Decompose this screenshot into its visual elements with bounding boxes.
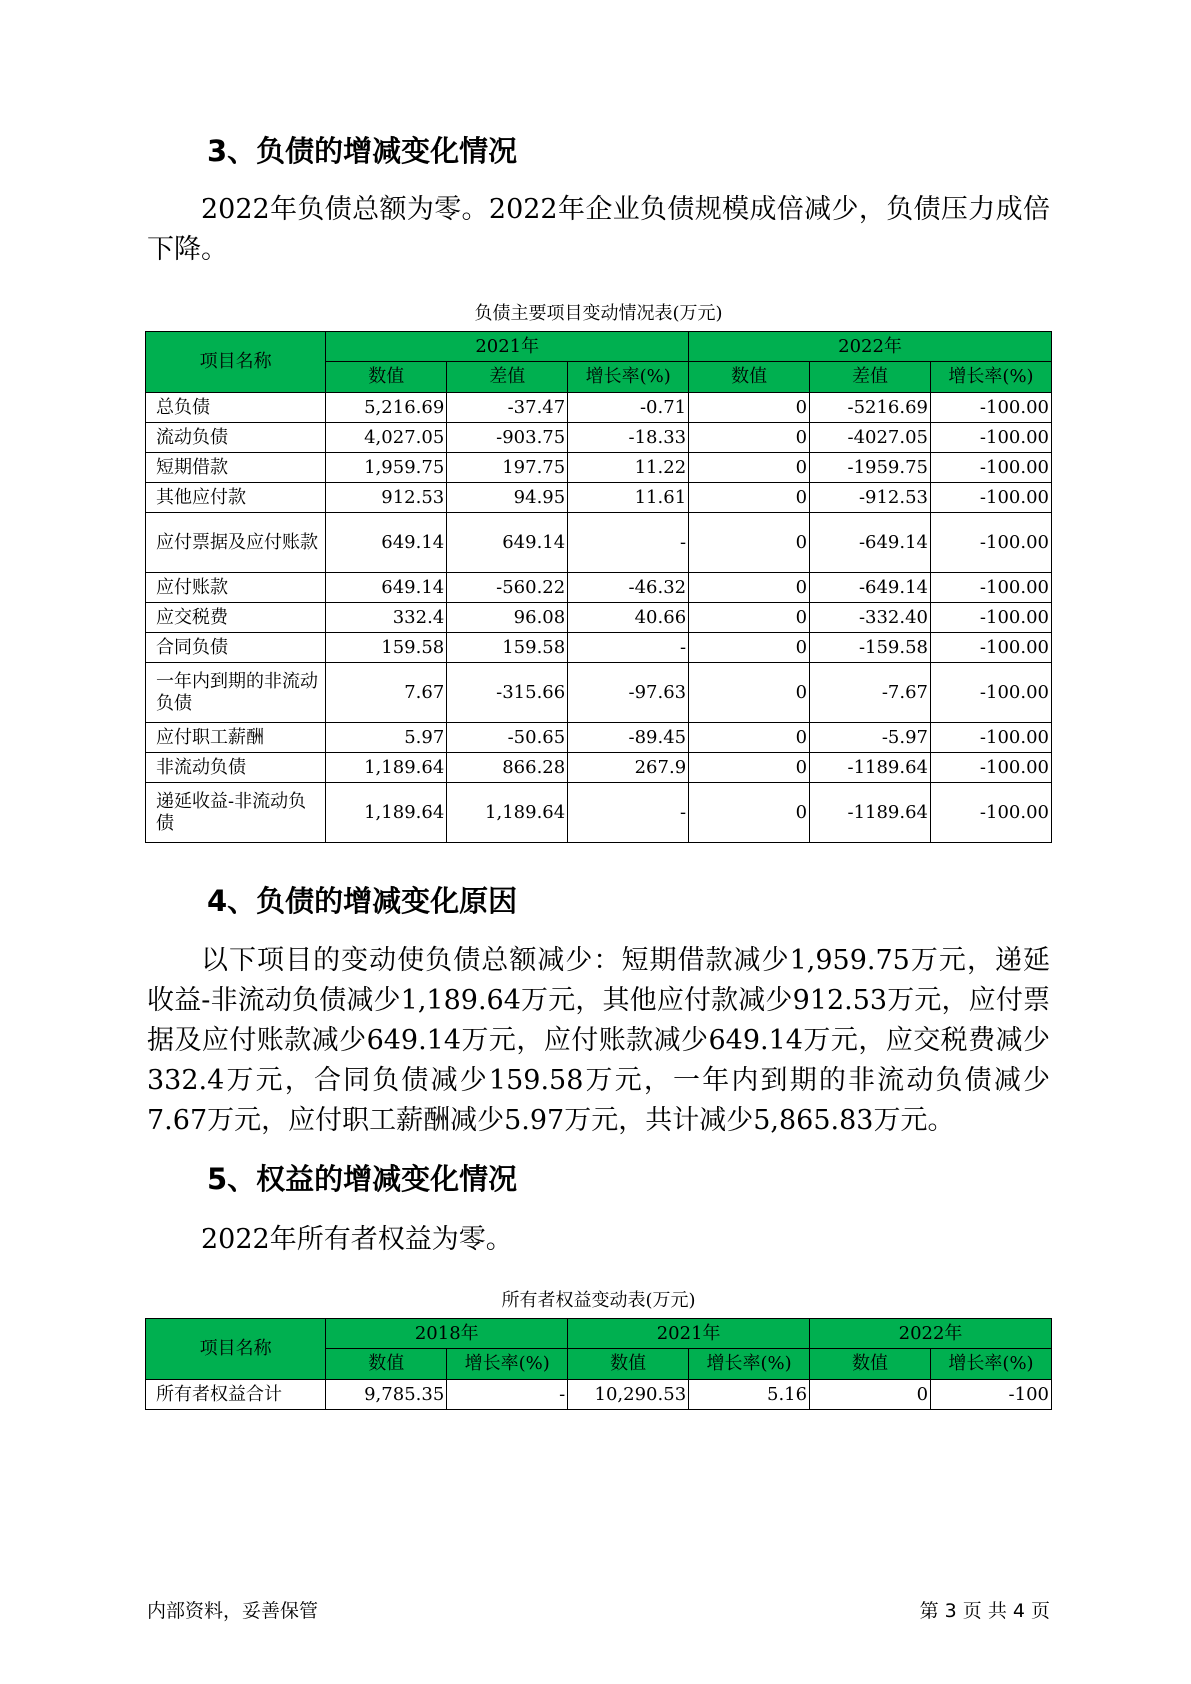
table-cell: 0 bbox=[810, 1380, 931, 1410]
table-cell: - bbox=[568, 783, 689, 843]
row-label: 其他应付款 bbox=[146, 483, 326, 513]
row-label: 递延收益-非流动负债 bbox=[146, 783, 326, 843]
table-cell: -50.65 bbox=[447, 723, 568, 753]
table-cell: -37.47 bbox=[447, 393, 568, 423]
table-cell: 5,216.69 bbox=[326, 393, 447, 423]
year-header-2021: 2021年 bbox=[326, 332, 689, 362]
table-cell: 159.58 bbox=[447, 633, 568, 663]
column-header: 增长率(%) bbox=[447, 1349, 568, 1380]
row-label: 总负债 bbox=[146, 393, 326, 423]
table-cell: -100.00 bbox=[931, 513, 1052, 573]
row-label: 应付账款 bbox=[146, 573, 326, 603]
table-cell: 866.28 bbox=[447, 753, 568, 783]
table-cell: 1,959.75 bbox=[326, 453, 447, 483]
table-cell: 1,189.64 bbox=[326, 753, 447, 783]
footer-page-number: 第 3 页 共 4 页 bbox=[919, 1600, 1050, 1622]
row-label: 流动负债 bbox=[146, 423, 326, 453]
column-header: 数值 bbox=[326, 362, 447, 393]
table-cell: 96.08 bbox=[447, 603, 568, 633]
section-4-paragraph: 以下项目的变动使负债总额减少：短期借款减少1,959.75万元，递延收益-非流动负债减少1,189.64万元，其他应付款减少912.53万元，应付票据及应付账款减少649.14万元，应付账款减少649.14万元，应交税费减少332.4万元，合同负债减少159.58万元，一年内到期的非流动负债减少7.67万元，应付职工薪酬减少5.97万元，共计减少5,865.83万元。 bbox=[147, 945, 1050, 1136]
table-cell: 0 bbox=[689, 573, 810, 603]
year-header-2022: 2022年 bbox=[689, 332, 1052, 362]
table-cell: 5.97 bbox=[326, 723, 447, 753]
table-cell: -315.66 bbox=[447, 663, 568, 723]
table-cell: 11.61 bbox=[568, 483, 689, 513]
table-row bbox=[146, 723, 1052, 753]
table-cell: -100.00 bbox=[931, 573, 1052, 603]
table-row bbox=[146, 483, 1052, 513]
table-cell: -1189.64 bbox=[810, 753, 931, 783]
section-5-paragraph: 2022年所有者权益为零。 bbox=[201, 1224, 513, 1255]
table-row bbox=[146, 453, 1052, 483]
table-cell: -89.45 bbox=[568, 723, 689, 753]
table-row bbox=[146, 783, 1052, 843]
table-cell: 912.53 bbox=[326, 483, 447, 513]
year-header-2021: 2021年 bbox=[568, 1319, 810, 1349]
table-cell: -0.71 bbox=[568, 393, 689, 423]
table-cell: -7.67 bbox=[810, 663, 931, 723]
column-header: 差值 bbox=[810, 362, 931, 393]
table-cell: - bbox=[568, 633, 689, 663]
table-cell: 0 bbox=[689, 783, 810, 843]
table-cell: 40.66 bbox=[568, 603, 689, 633]
row-label: 合同负债 bbox=[146, 633, 326, 663]
table-cell: -4027.05 bbox=[810, 423, 931, 453]
table-row bbox=[146, 513, 1052, 573]
year-header-2018: 2018年 bbox=[326, 1319, 568, 1349]
equity-table-caption: 所有者权益变动表(万元) bbox=[501, 1290, 696, 1311]
table-cell: 0 bbox=[689, 663, 810, 723]
table-cell: 0 bbox=[689, 423, 810, 453]
table-cell: 5.16 bbox=[689, 1380, 810, 1410]
item-name-header: 项目名称 bbox=[146, 332, 326, 393]
row-label: 应交税费 bbox=[146, 603, 326, 633]
table-row bbox=[146, 1380, 1052, 1410]
table-row bbox=[146, 603, 1052, 633]
table-cell: 0 bbox=[689, 723, 810, 753]
section-4-heading: 4、负债的增减变化原因 bbox=[207, 884, 518, 918]
table-cell: 0 bbox=[689, 633, 810, 663]
section-3-heading: 3、负债的增减变化情况 bbox=[207, 134, 518, 168]
table-cell: -100.00 bbox=[931, 483, 1052, 513]
item-name-header: 项目名称 bbox=[146, 1319, 326, 1380]
table-cell: 11.22 bbox=[568, 453, 689, 483]
table-cell: -159.58 bbox=[810, 633, 931, 663]
row-label: 非流动负债 bbox=[146, 753, 326, 783]
row-label: 应付票据及应付账款 bbox=[146, 513, 326, 573]
table-cell: 1,189.64 bbox=[326, 783, 447, 843]
table-cell: -1959.75 bbox=[810, 453, 931, 483]
table-row bbox=[146, 393, 1052, 423]
table-cell: -1189.64 bbox=[810, 783, 931, 843]
table-cell: 332.4 bbox=[326, 603, 447, 633]
table-cell: 7.67 bbox=[326, 663, 447, 723]
column-header: 数值 bbox=[326, 1349, 447, 1380]
table-cell: -100.00 bbox=[931, 753, 1052, 783]
table-cell: 10,290.53 bbox=[568, 1380, 689, 1410]
table-cell: 0 bbox=[689, 603, 810, 633]
column-header: 数值 bbox=[568, 1349, 689, 1380]
row-label: 一年内到期的非流动负债 bbox=[146, 663, 326, 723]
year-header-2022: 2022年 bbox=[810, 1319, 1052, 1349]
row-label: 应付职工薪酬 bbox=[146, 723, 326, 753]
table-cell: 197.75 bbox=[447, 453, 568, 483]
liabilities-table-caption: 负债主要项目变动情况表(万元) bbox=[474, 303, 723, 324]
table-cell: 0 bbox=[689, 483, 810, 513]
table-cell: -100.00 bbox=[931, 633, 1052, 663]
table-cell: -18.33 bbox=[568, 423, 689, 453]
table-cell: -100.00 bbox=[931, 423, 1052, 453]
footer-confidential-note: 内部资料，妥善保管 bbox=[147, 1600, 319, 1622]
table-cell: 0 bbox=[689, 753, 810, 783]
column-header: 增长率(%) bbox=[931, 362, 1052, 393]
table-cell: -903.75 bbox=[447, 423, 568, 453]
liabilities-table bbox=[145, 331, 1052, 843]
table-cell: 267.9 bbox=[568, 753, 689, 783]
table-cell: - bbox=[447, 1380, 568, 1410]
table-row bbox=[146, 573, 1052, 603]
table-cell: -5216.69 bbox=[810, 393, 931, 423]
table-cell: 94.95 bbox=[447, 483, 568, 513]
equity-table bbox=[145, 1318, 1052, 1410]
table-cell: -560.22 bbox=[447, 573, 568, 603]
table-cell: 9,785.35 bbox=[326, 1380, 447, 1410]
table-cell: -100.00 bbox=[931, 783, 1052, 843]
table-cell: 649.14 bbox=[326, 573, 447, 603]
column-header: 增长率(%) bbox=[568, 362, 689, 393]
column-header: 差值 bbox=[447, 362, 568, 393]
table-cell: -332.40 bbox=[810, 603, 931, 633]
table-cell: -100.00 bbox=[931, 393, 1052, 423]
table-cell: -912.53 bbox=[810, 483, 931, 513]
section-3-paragraph: 2022年负债总额为零。2022年企业负债规模成倍减少，负债压力成倍下降。 bbox=[147, 194, 1050, 265]
table-cell: 4,027.05 bbox=[326, 423, 447, 453]
row-label: 所有者权益合计 bbox=[146, 1380, 326, 1410]
table-cell: 649.14 bbox=[447, 513, 568, 573]
table-cell: -100.00 bbox=[931, 663, 1052, 723]
table-cell: -100.00 bbox=[931, 453, 1052, 483]
table-cell: 649.14 bbox=[326, 513, 447, 573]
table-cell: 0 bbox=[689, 393, 810, 423]
table-cell: -100.00 bbox=[931, 603, 1052, 633]
table-cell: -649.14 bbox=[810, 513, 931, 573]
table-cell: -649.14 bbox=[810, 573, 931, 603]
table-row bbox=[146, 663, 1052, 723]
table-cell: - bbox=[568, 513, 689, 573]
section-5-heading: 5、权益的增减变化情况 bbox=[207, 1162, 518, 1196]
table-cell: -46.32 bbox=[568, 573, 689, 603]
column-header: 增长率(%) bbox=[689, 1349, 810, 1380]
table-cell: 159.58 bbox=[326, 633, 447, 663]
column-header: 数值 bbox=[810, 1349, 931, 1380]
column-header: 数值 bbox=[689, 362, 810, 393]
row-label: 短期借款 bbox=[146, 453, 326, 483]
table-cell: -5.97 bbox=[810, 723, 931, 753]
table-cell: -100 bbox=[931, 1380, 1052, 1410]
table-row bbox=[146, 423, 1052, 453]
table-cell: -97.63 bbox=[568, 663, 689, 723]
table-cell: 0 bbox=[689, 453, 810, 483]
table-cell: -100.00 bbox=[931, 723, 1052, 753]
table-row bbox=[146, 633, 1052, 663]
table-cell: 1,189.64 bbox=[447, 783, 568, 843]
table-row bbox=[146, 753, 1052, 783]
table-cell: 0 bbox=[689, 513, 810, 573]
column-header: 增长率(%) bbox=[931, 1349, 1052, 1380]
